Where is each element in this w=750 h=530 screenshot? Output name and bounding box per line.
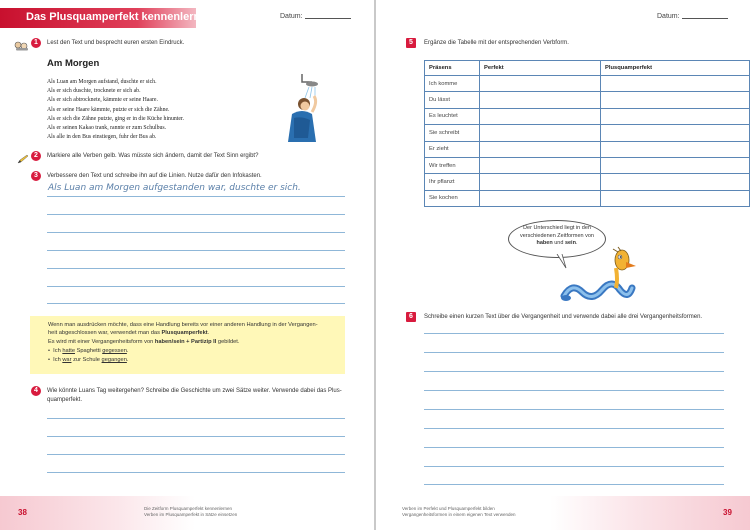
date-field[interactable] (280, 13, 351, 20)
footer-text: Die Zeitform Plusquamperfekt kennenlernen Verben im Plusquamperfekt in Sätze einsetzen (144, 506, 238, 517)
table-row (425, 157, 750, 173)
table-cell-praesens: Du lässt (425, 92, 480, 108)
writing-line[interactable] (47, 454, 345, 455)
table-cell-plusquamperfekt[interactable] (601, 76, 750, 92)
info-example-2: • Ich war zur Schule gegangen. (48, 357, 129, 363)
table-row (425, 141, 750, 157)
footer-text: Verben im Perfekt und Plusquamperfekt bilden Vergangenheitsformen in einem eigenen Text verwenden (402, 506, 516, 517)
story-line: Als er sich die Zähne putzte, ging er in die Küche hinunter. (47, 115, 184, 122)
verb-table (424, 60, 750, 207)
partner-work-icon (14, 38, 30, 56)
table-row (425, 190, 750, 206)
task-5-text: Ergänze die Tabelle mit der entsprechenden Verbform. (424, 40, 569, 46)
story-title: Am Morgen (47, 58, 100, 69)
story-line: Als er sich duschte, trocknete er sich ab. (47, 88, 141, 95)
table-row (425, 76, 750, 92)
writing-line[interactable] (47, 232, 345, 233)
left-page (0, 0, 374, 530)
pencil-icon (17, 151, 29, 169)
table-row (425, 125, 750, 141)
table-cell-plusquamperfekt[interactable] (601, 92, 750, 108)
table-cell-praesens: Sie kochen (425, 190, 480, 206)
story-line: Als er seinen Kakao trank, rannte er zum Schulbus. (47, 125, 167, 132)
handwritten-example: Als Luan am Morgen aufgestanden war, duschte er sich. (48, 183, 301, 193)
writing-line[interactable] (424, 409, 724, 410)
table-cell-plusquamperfekt[interactable] (601, 157, 750, 173)
bubble-line-1: Der Unterschied liegt in den (523, 225, 591, 231)
page-title: Das Plusquamperfekt kennenlernen (26, 11, 214, 23)
writing-line[interactable] (424, 333, 724, 334)
task-number-2: 2 (31, 151, 41, 161)
bubble-line-2: verschiedenen Zeitformen von (520, 232, 594, 239)
writing-line[interactable] (47, 418, 345, 419)
table-row (425, 108, 750, 124)
task-3-text: Verbessere den Text und schreibe ihn auf die Linien. Nutze dafür den Infokasten. (47, 173, 262, 179)
info-example-1: • Ich hatte Spaghetti gegessen. (48, 348, 129, 354)
column-header: Perfekt (480, 61, 601, 76)
page-number: 38 (18, 508, 27, 517)
info-line-3: Es wird mit einer Vergangenheitsform von haben/sein + Partizip II gebildet. (48, 339, 240, 345)
table-cell-praesens: Ihr pflanzt (425, 174, 480, 190)
table-cell-plusquamperfekt[interactable] (601, 125, 750, 141)
table-cell-praesens: Ich komme (425, 76, 480, 92)
date-line (305, 18, 351, 19)
writing-line[interactable] (424, 371, 724, 372)
writing-line[interactable] (47, 303, 345, 304)
writing-line[interactable] (424, 466, 724, 467)
info-line-1: Wenn man ausdrücken möchte, dass eine Handlung bereits vor einer anderen Handlung in der Vergangen- (48, 322, 318, 328)
table-cell-praesens: Er zieht (425, 141, 480, 157)
date-label: Datum: (280, 13, 303, 20)
info-line-2: heit abgeschlossen war, verwendet man das Plusquamperfekt. (48, 330, 210, 336)
date-label: Datum: (657, 13, 680, 20)
story-line: Als er sich abtrocknete, kämmte er seine Haare. (47, 97, 158, 104)
story-line: Als alle in den Bus einstiegen, fuhr der Bus ab. (47, 134, 157, 141)
info-box (30, 316, 345, 374)
writing-line[interactable] (424, 390, 724, 391)
table-header-row (425, 61, 750, 76)
table-row (425, 174, 750, 190)
task-number-4: 4 (31, 386, 41, 396)
column-header: Plusquamperfekt (601, 61, 750, 76)
writing-line[interactable] (424, 352, 724, 353)
task-number-1: 1 (31, 38, 41, 48)
shower-boy-illustration (272, 72, 324, 149)
table-row (425, 92, 750, 108)
table-cell-perfekt[interactable] (480, 108, 601, 124)
title-banner (0, 8, 214, 28)
bubble-line-3: haben und sein. (536, 240, 578, 246)
table-cell-perfekt[interactable] (480, 92, 601, 108)
footer-band (550, 496, 750, 530)
writing-line[interactable] (47, 286, 345, 287)
table-cell-perfekt[interactable] (480, 157, 601, 173)
right-page (376, 0, 750, 530)
task-4-text: Wie könnte Luans Tag weitergehen? Schreibe die Geschichte um zwei Sätze weiter. Verwende dabei das Plus- quamperfekt. (47, 388, 342, 403)
story-line: Als er seine Haare kämmte, putzte er sich die Zähne. (47, 106, 170, 113)
task-number-3: 3 (31, 171, 41, 181)
table-cell-perfekt[interactable] (480, 125, 601, 141)
table-cell-plusquamperfekt[interactable] (601, 108, 750, 124)
column-header: Präsens (425, 61, 480, 76)
writing-line[interactable] (47, 214, 345, 215)
writing-line[interactable] (47, 472, 345, 473)
writing-line[interactable] (47, 268, 345, 269)
table-cell-perfekt[interactable] (480, 190, 601, 206)
table-cell-perfekt[interactable] (480, 141, 601, 157)
date-line (682, 18, 728, 19)
page-number: 39 (723, 508, 732, 517)
task-number-5: 5 (406, 38, 416, 48)
table-cell-plusquamperfekt[interactable] (601, 174, 750, 190)
table-cell-perfekt[interactable] (480, 174, 601, 190)
task-6-text: Schreibe einen kurzen Text über die Vergangenheit und verwende dabei alle drei Vergangenheitsformen. (424, 314, 703, 320)
date-field[interactable] (657, 13, 728, 20)
writing-line[interactable] (47, 436, 345, 437)
table-cell-plusquamperfekt[interactable] (601, 141, 750, 157)
worm-mascot-illustration (558, 246, 640, 311)
writing-line[interactable] (424, 447, 724, 448)
writing-line[interactable] (424, 484, 724, 485)
table-cell-praesens: Es leuchtet (425, 108, 480, 124)
table-cell-perfekt[interactable] (480, 76, 601, 92)
writing-line[interactable] (47, 250, 345, 251)
table-cell-praesens: Wir treffen (425, 157, 480, 173)
task-number-6: 6 (406, 312, 416, 322)
table-cell-praesens: Sie schreibt (425, 125, 480, 141)
writing-line[interactable] (47, 196, 345, 197)
task-1-text: Lest den Text und besprecht euren ersten Eindruck. (47, 40, 185, 46)
table-cell-plusquamperfekt[interactable] (601, 190, 750, 206)
task-2-text: Markiere alle Verben gelb. Was müsste sich ändern, damit der Text Sinn ergibt? (47, 153, 259, 159)
story-line: Als Luan am Morgen aufstand, duschte er sich. (47, 79, 157, 85)
story-text (47, 78, 184, 142)
writing-line[interactable] (424, 428, 724, 429)
